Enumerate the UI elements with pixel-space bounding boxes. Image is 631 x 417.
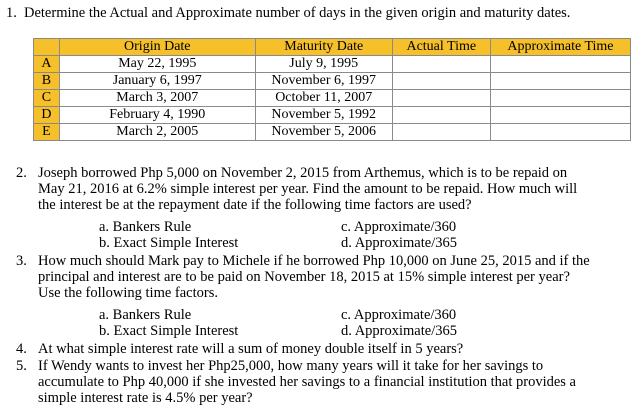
question-3-line: principal and interest are to be paid on November 18, 2015 at 15% simple interest per year? — [38, 269, 570, 285]
question-4 — [16, 341, 627, 357]
approx-cell — [490, 90, 630, 107]
question-1 — [6, 5, 570, 22]
table-row — [34, 107, 631, 124]
question-2-line: May 21, 2016 at 6.2% simple interest per year. Find the amount to be repaid. How much will — [38, 181, 578, 197]
question-3-option-c: c. Approximate/360 — [341, 307, 457, 323]
origin-cell: March 3, 2007 — [59, 90, 255, 107]
header-blank — [34, 39, 60, 56]
origin-cell: January 6, 1997 — [59, 73, 255, 90]
maturity-cell: October 11, 2007 — [255, 90, 392, 107]
row-label: E — [34, 124, 60, 141]
header-maturity-date: Maturity Date — [255, 39, 392, 56]
question-3-line: Use the following time factors. — [38, 285, 218, 301]
table-row — [34, 124, 631, 141]
row-label: B — [34, 73, 60, 90]
maturity-cell: November 5, 2006 — [255, 124, 392, 141]
actual-cell — [392, 73, 490, 90]
question-1-number: 1. — [6, 5, 17, 21]
question-3-option-a: a. Bankers Rule — [99, 307, 192, 323]
table-row — [34, 56, 631, 73]
table-row — [34, 90, 631, 107]
question-2-option-c: c. Approximate/360 — [341, 219, 457, 235]
question-3-line: How much should Mark pay to Michele if he borrowed Php 10,000 on June 25, 2015 and if the — [38, 253, 590, 269]
actual-cell — [392, 124, 490, 141]
row-label: C — [34, 90, 60, 107]
actual-cell — [392, 90, 490, 107]
origin-cell: March 2, 2005 — [59, 124, 255, 141]
question-2-option-a: a. Bankers Rule — [99, 219, 192, 235]
question-3 — [16, 253, 627, 301]
actual-cell — [392, 56, 490, 73]
question-3-option-b: b. Exact Simple Interest — [99, 323, 239, 339]
row-label: D — [34, 107, 60, 124]
question-2-option-d: d. Approximate/365 — [341, 235, 457, 251]
maturity-cell: November 5, 1992 — [255, 107, 392, 124]
question-4-number: 4. — [16, 341, 27, 357]
question-5 — [16, 358, 627, 406]
header-actual-time: Actual Time — [392, 39, 490, 56]
question-3-number: 3. — [16, 253, 27, 269]
origin-cell: February 4, 1990 — [59, 107, 255, 124]
table-header-row — [34, 39, 631, 56]
table-row — [34, 73, 631, 90]
question-5-line: accumulate to Php 40,000 if she invested her savings to a financial institution that provides a — [38, 374, 576, 390]
question-2-option-b: b. Exact Simple Interest — [99, 235, 239, 251]
origin-cell: May 22, 1995 — [59, 56, 255, 73]
question-4-line: At what simple interest rate will a sum of money double itself in 5 years? — [38, 341, 464, 357]
header-origin-date: Origin Date — [59, 39, 255, 56]
question-5-number: 5. — [16, 358, 27, 374]
question-2-line: Joseph borrowed Php 5,000 on November 2, 2015 from Arthemus, which is to be repaid on — [38, 165, 568, 181]
approx-cell — [490, 56, 630, 73]
maturity-cell: July 9, 1995 — [255, 56, 392, 73]
approx-cell — [490, 73, 630, 90]
question-2-line: the interest be at the repayment date if the following time factors are used? — [38, 197, 472, 213]
maturity-cell: November 6, 1997 — [255, 73, 392, 90]
row-label: A — [34, 56, 60, 73]
question-5-line: If Wendy wants to invest her Php25,000, how many years will it take for her savings to — [38, 358, 544, 374]
actual-cell — [392, 107, 490, 124]
question-3-option-d: d. Approximate/365 — [341, 323, 457, 339]
question-1-text: Determine the Actual and Approximate number of days in the given origin and maturity dates. — [24, 5, 571, 21]
question-5-line: simple interest rate is 4.5% per year? — [38, 390, 253, 406]
approx-cell — [490, 107, 630, 124]
days-table — [33, 38, 631, 141]
question-2-number: 2. — [16, 165, 27, 181]
header-approximate-time: Approximate Time — [490, 39, 630, 56]
question-2 — [16, 165, 627, 213]
approx-cell — [490, 124, 630, 141]
